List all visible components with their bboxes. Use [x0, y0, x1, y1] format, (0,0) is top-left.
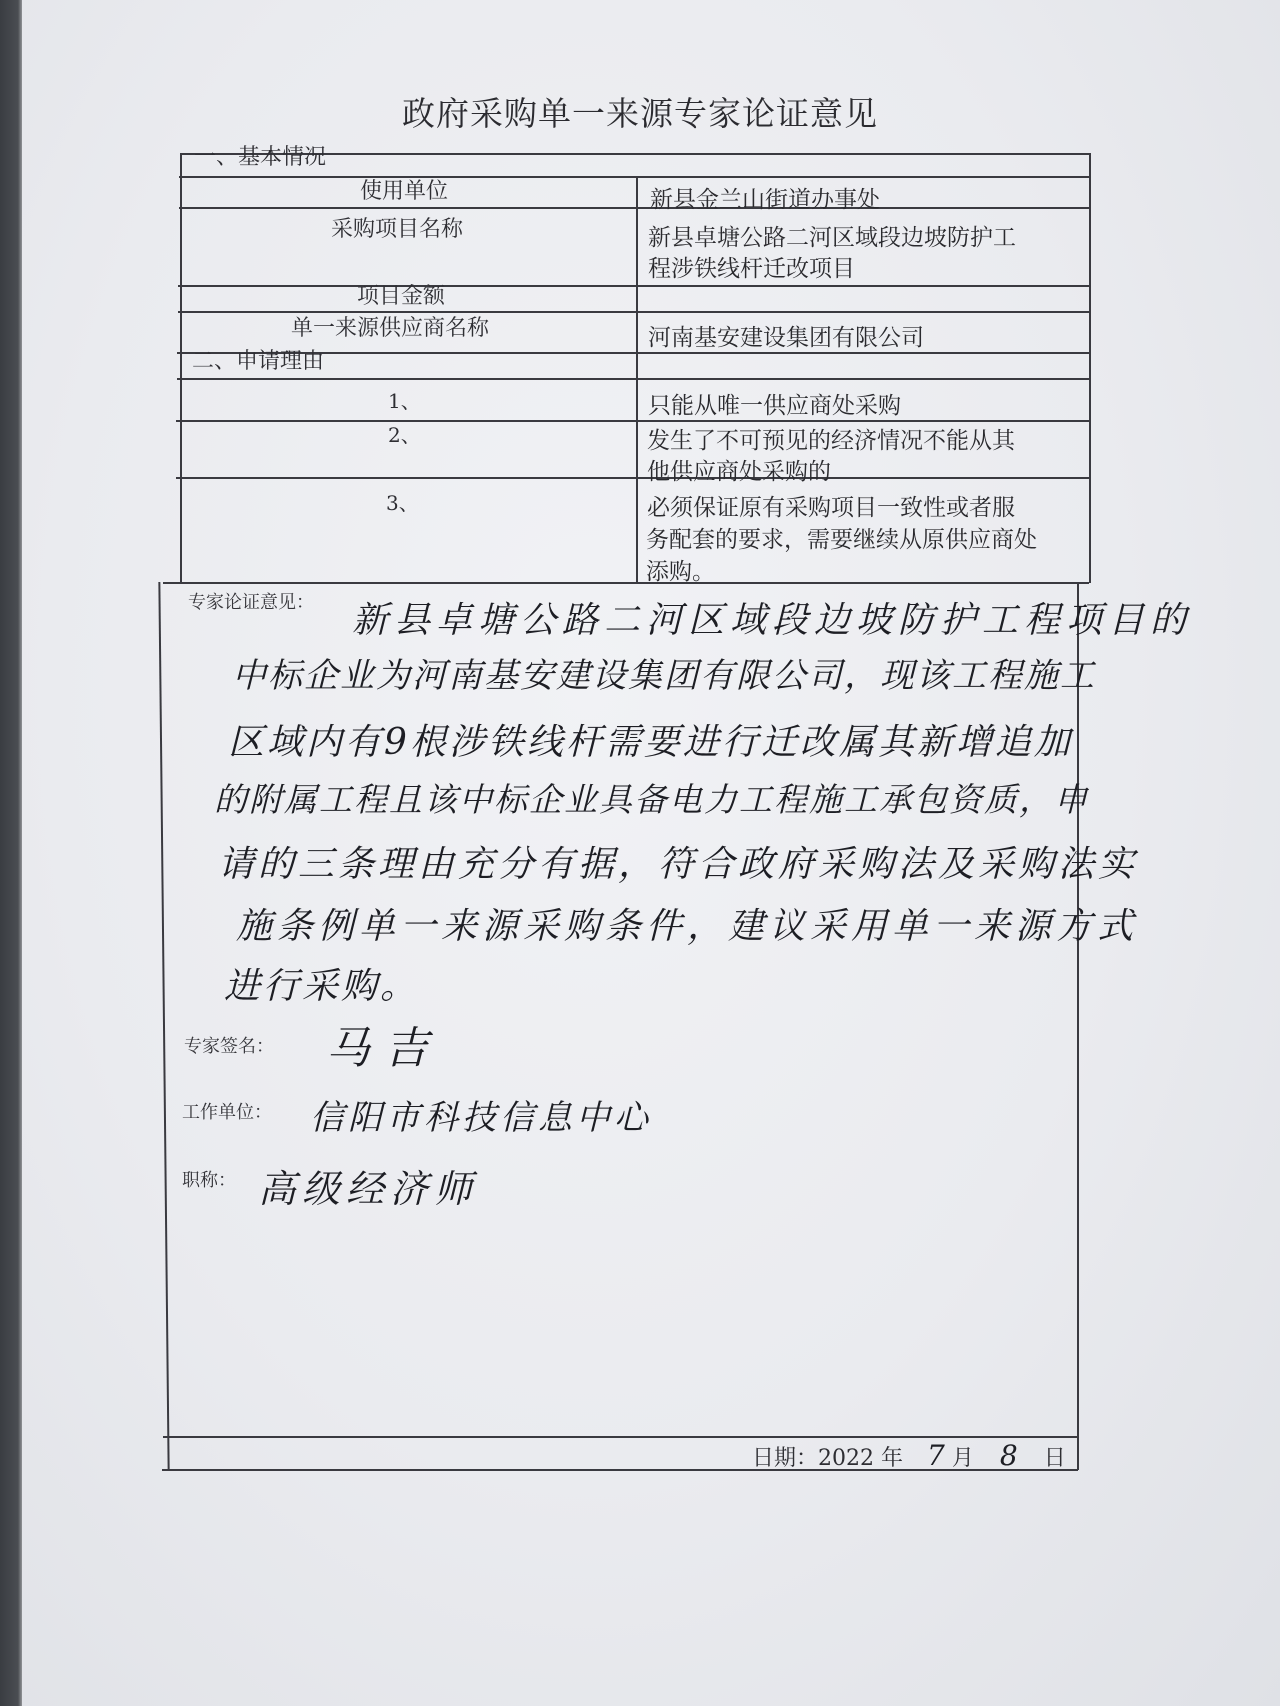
reason-text-1: 只能从唯一供应商处采购 — [648, 393, 901, 419]
opinion-line-5: 请的三条理由充分有据，符合政府采购法及采购法实 — [218, 844, 1139, 885]
expert-signature-label: 专家签名： — [184, 1036, 274, 1057]
opinion-line-2: 中标企业为河南基安建设集团有限公司，现该工程施工 — [232, 656, 1096, 696]
date-year-unit: 年 — [881, 1446, 904, 1471]
opinion-line-7: 进行采购。 — [224, 966, 420, 1007]
reason-number-3: 3、 — [386, 491, 419, 515]
job-title-label: 职称： — [182, 1170, 236, 1191]
date-month-unit: 月 — [951, 1446, 974, 1471]
date-day-unit: 日 — [1043, 1446, 1066, 1471]
work-unit-value: 信阳市科技信息中心 — [310, 1098, 652, 1138]
expert-signature: 马吉 — [326, 1023, 442, 1074]
opinion-line-4: 的附属工程且该中标企业具备电力工程施工承包资质，申 — [214, 780, 1089, 819]
section1-heading: 一、基本情况 — [194, 145, 327, 170]
reason-text-2-line1: 发生了不可预见的经济情况不能从其 — [647, 428, 1015, 454]
reason-text-2-line2: 他供应商处采购的 — [647, 459, 831, 485]
opinion-line-6: 施条例单一来源采购条件，建议采用单一来源方式 — [236, 906, 1139, 947]
opinion-line-3: 区域内有9根涉铁线杆需要进行迁改属其新增追加 — [228, 722, 1073, 763]
reason-text-3-line3: 添购。 — [646, 559, 715, 585]
opinion-label: 专家论证意见： — [188, 592, 314, 613]
work-unit-label: 工作单位： — [182, 1102, 272, 1123]
row-value-project-name-line1: 新县卓塘公路二河区域段边坡防护工 — [648, 225, 1016, 251]
row-value-supplier: 河南基安建设集团有限公司 — [648, 325, 924, 351]
date-prefix: 日期： — [752, 1446, 819, 1471]
row-label-supplier: 单一来源供应商名称 — [291, 316, 490, 341]
date-field — [752, 1439, 1066, 1472]
section2-heading: 二、申请理由 — [192, 349, 325, 374]
reason-number-1: 1、 — [388, 389, 421, 413]
date-day: 8 — [999, 1439, 1018, 1472]
reason-number-2: 2、 — [388, 423, 421, 447]
row-value-project-name-line2: 程涉铁线杆迁改项目 — [648, 256, 855, 282]
job-title-value: 高级经济师 — [258, 1167, 479, 1211]
row-label-using-unit: 使用单位 — [360, 179, 449, 204]
opinion-line-1: 新县卓塘公路二河区域段边坡防护工程项目的 — [352, 600, 1193, 641]
row-label-project-name: 采购项目名称 — [331, 217, 464, 242]
row-value-using-unit: 新县金兰山街道办事处 — [650, 187, 880, 213]
row-label-amount: 项目金额 — [357, 284, 446, 309]
date-month: 7 — [927, 1439, 945, 1472]
reason-text-3-line2: 务配套的要求，需要继续从原供应商处 — [646, 527, 1037, 553]
document-title: 政府采购单一来源专家论证意见 — [402, 94, 878, 133]
reason-text-3-line1: 必须保证原有采购项目一致性或者服 — [647, 495, 1015, 521]
date-year: 2022 — [818, 1446, 875, 1471]
